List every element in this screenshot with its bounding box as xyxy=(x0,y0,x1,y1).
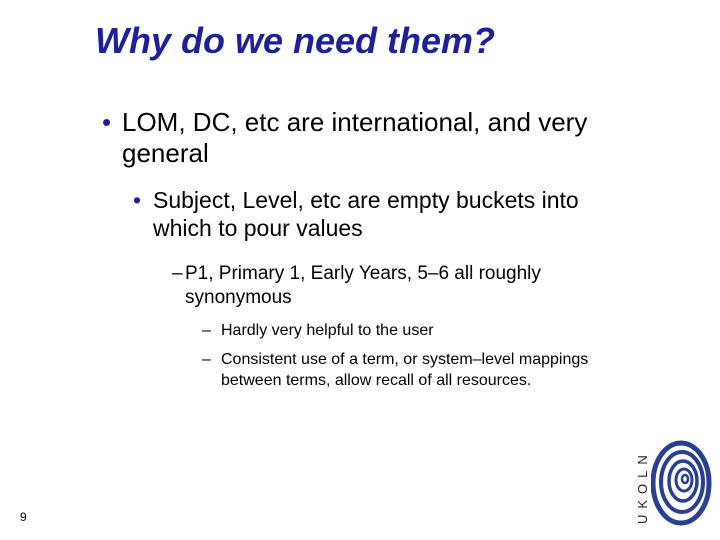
bullet-marker: • xyxy=(133,187,142,213)
dash-marker: – xyxy=(202,322,211,339)
svg-text:UKOLN: UKOLN xyxy=(635,449,650,524)
bullet-level2 xyxy=(133,187,633,242)
dash-marker: – xyxy=(172,263,183,284)
bullet-level2-text: Subject, Level, etc are empty buckets into which to pour values xyxy=(153,187,579,241)
bullet-level4-text: Hardly very helpful to the user xyxy=(221,322,434,339)
bullet-level3-text: P1, Primary 1, Early Years, 5–6 all roughly synonymous xyxy=(185,263,541,309)
dash-marker: – xyxy=(202,351,211,368)
slide-title: Why do we need them? xyxy=(95,20,496,61)
bullet-level1-text: LOM, DC, etc are international, and very general xyxy=(122,107,588,169)
page-number: 9 xyxy=(20,510,27,524)
bullet-level4-item xyxy=(202,350,631,392)
bullet-level1 xyxy=(102,107,642,169)
bullet-level4-item xyxy=(202,321,631,342)
ukoln-swirl-logo-icon xyxy=(633,440,713,526)
ukoln-logo xyxy=(633,440,713,526)
bullet-level4-text: Consistent use of a term, or system–level mappings between terms, allow recall of all resources. xyxy=(221,351,589,389)
bullet-level3 xyxy=(172,262,645,310)
bullet-marker: • xyxy=(102,107,112,137)
